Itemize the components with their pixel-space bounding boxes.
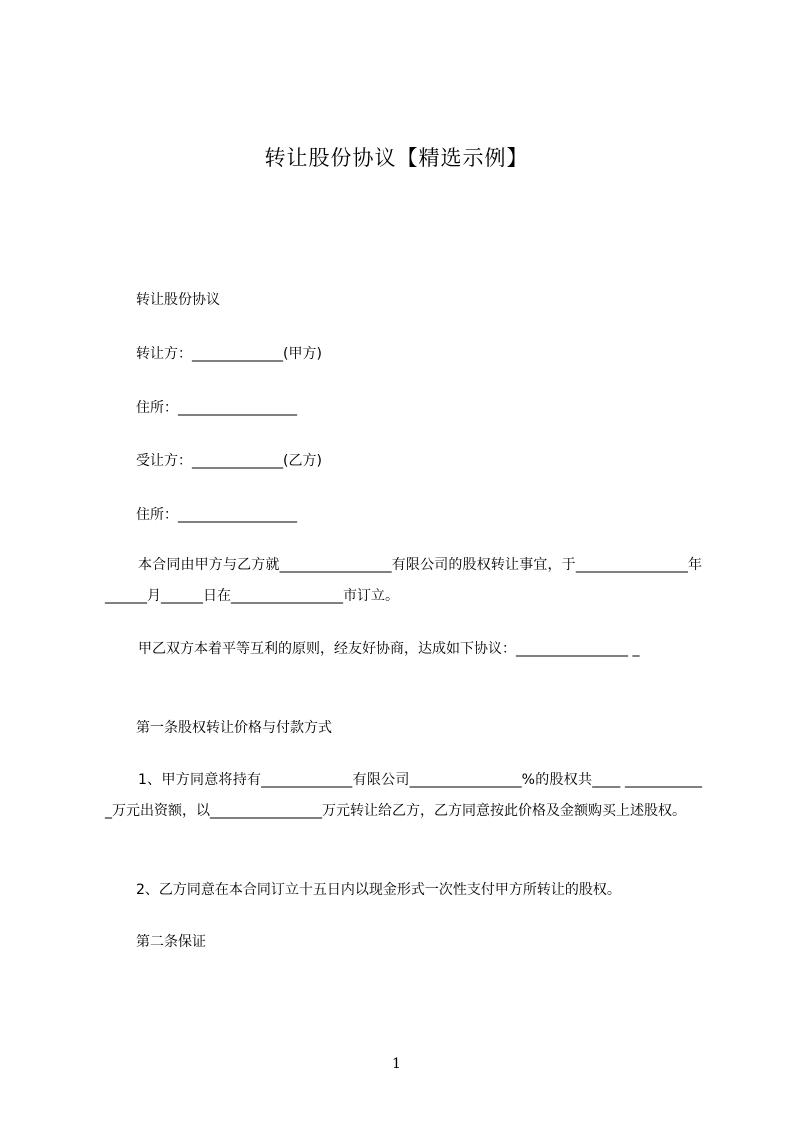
page-number: 1 <box>392 1056 401 1072</box>
clause1-paragraph: 1、甲方同意将持有_____________有限公司________________%的股权共____ ____________万元出资额，以________________万元转让给乙方，乙方同意按此价格及金额购买上述股权。 <box>105 772 702 819</box>
clause2-paragraph: 2、乙方同意在本合同订立十五日内以现金形式一次性支付甲方所转让的股权。 <box>136 882 621 898</box>
transferee-address-line: 住所：_________________ <box>136 507 297 523</box>
agreement-heading: 转让股份协议 <box>136 292 220 308</box>
article2-title: 第二条保证 <box>136 934 206 950</box>
document-title: 转让股份协议【精选示例】 <box>264 146 529 170</box>
transferee-line: 受让方：_____________(乙方) <box>136 453 322 469</box>
intro-paragraph: 本合同由甲方与乙方就________________有限公司的股权转让事宜，于________________年______月______日在________________市订立。 <box>105 557 702 604</box>
article1-title: 第一条股权转让价格与付款方式 <box>136 720 332 736</box>
transferor-address-line: 住所：_________________ <box>136 400 297 416</box>
transferor-line: 转让方：_____________(甲方) <box>136 346 322 362</box>
agreement-paragraph: 甲乙双方本着平等互利的原则，经友好协商，达成如下协议：________________ _ <box>138 641 640 657</box>
